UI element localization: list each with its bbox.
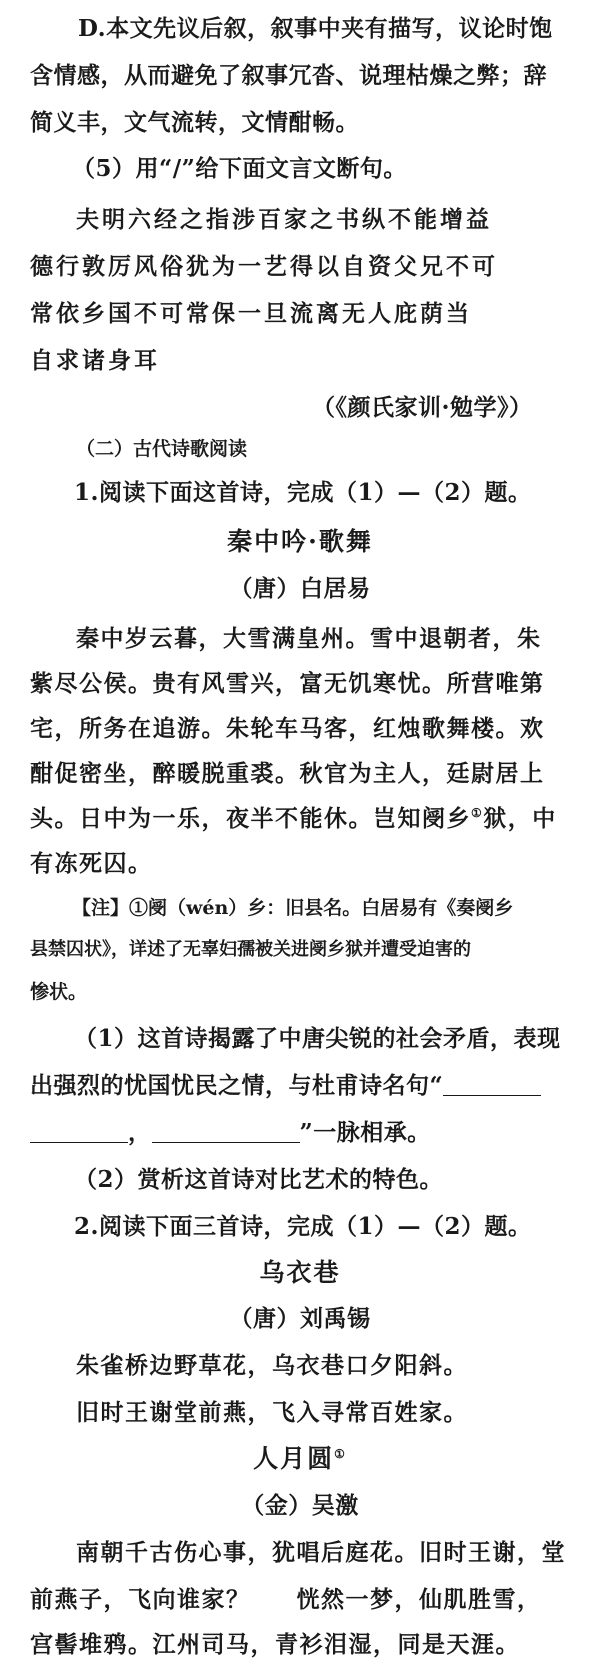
passage-line-1: 夫明六经之指涉百家之书纵不能增益 <box>76 206 492 233</box>
poem-3-line-2a: 前燕子，飞向谁家？ <box>30 1586 251 1613</box>
footnote-mark: ① <box>471 806 484 820</box>
poem-2-line-1: 朱雀桥边野草花，乌衣巷口夕阳斜。 <box>76 1352 468 1379</box>
poem-1-line-5-text: 头。日中为一乐，夜半不能休。岂知阌乡 <box>30 805 471 832</box>
q1-1-line-2 <box>30 1067 541 1100</box>
option-d-line-2: 含情感，从而避免了叙事冗沓、说理枯燥之弊；辞 <box>30 62 547 89</box>
option-d-line-3: 简义丰，文气流转，文情酣畅。 <box>30 109 359 136</box>
poem-2-author: （唐）刘禹锡 <box>229 1305 371 1332</box>
poem-2-line-2: 旧时王谢堂前燕，飞入寻常百姓家。 <box>76 1399 468 1426</box>
poem-1-line-5 <box>30 800 557 833</box>
poem-1-line-3: 宅，所务在追游。朱轮车马客，红烛歌舞楼。欢 <box>30 715 545 742</box>
question-2-intro: 2.阅读下面三首诗，完成（1）—（2）题。 <box>74 1213 532 1240</box>
question-1-intro: 1.阅读下面这首诗，完成（1）—（2）题。 <box>74 479 532 506</box>
q1-1-line-3-text: ”一脉相承。 <box>299 1119 431 1146</box>
poem-3-title-mark: ① <box>334 1447 347 1461</box>
passage-line-2: 德行敦厉风俗犹为一艺得以自资父兄不可 <box>30 253 498 280</box>
poem-3-line-3: 宫髻堆鸦。江州司马，青衫泪湿，同是天涯。 <box>30 1631 520 1658</box>
answer-blank-1b <box>30 1120 128 1143</box>
poem-1-line-1: 秦中岁云暮，大雪满皇州。雪中退朝者，朱 <box>76 625 542 652</box>
poem-3-author: （金）吴激 <box>241 1492 359 1519</box>
poem-1-line-2: 紫尽公侯。贵有风雪兴，富无饥寒忧。所营唯第 <box>30 670 545 697</box>
answer-blank-1a <box>443 1073 541 1096</box>
passage-line-4: 自求诸身耳 <box>30 347 160 374</box>
blank-separator: ， <box>128 1119 152 1146</box>
q1-2: （2）赏析这首诗对比艺术的特色。 <box>74 1166 444 1193</box>
note-line-2: 县禁囚状》，详述了无辜妇孺被关进阌乡狱并遭受迫害的 <box>30 939 471 960</box>
poem-1-author: （唐）白居易 <box>229 575 371 602</box>
q1-1-line-1: （1）这首诗揭露了中唐尖锐的社会矛盾，表现 <box>74 1025 561 1052</box>
poem-3-title-text: 人月圆 <box>253 1444 335 1473</box>
poem-3-title <box>0 1439 600 1475</box>
note-line-1: 【注】①阌（wén）乡：旧县名。白居易有《奏阌乡 <box>72 897 514 919</box>
poem-3-line-2b: 恍然一梦，仙肌胜雪， <box>296 1586 542 1613</box>
passage-source: （《颜氏家训·勉学》） <box>312 394 533 421</box>
poem-1-title: 秦中吟·歌舞 <box>227 527 373 556</box>
poem-3-line-2 <box>30 1581 542 1614</box>
poem-1-line-6: 有冻死囚。 <box>30 850 153 877</box>
section-heading: （二）古代诗歌阅读 <box>76 438 248 460</box>
note-line-3: 惨状。 <box>30 981 88 1003</box>
passage-line-3: 常依乡国不可常保一旦流离无人庇荫当 <box>30 300 472 327</box>
poem-1-line-5-tail: 狱，中 <box>483 805 557 832</box>
poem-1-line-4: 酣促密坐，醉暖脱重裘。秋官为主人，廷尉居上 <box>30 760 545 787</box>
option-d-line-1: D.本文先议后叙，叙事中夹有描写，议论时饱 <box>78 15 553 42</box>
q1-1-line-2-text: 出强烈的忧国忧民之情，与杜甫诗名句“ <box>30 1072 444 1099</box>
answer-blank-2 <box>152 1120 300 1143</box>
poem-3-line-1: 南朝千古伤心事，犹唱后庭花。旧时王谢，堂 <box>76 1539 566 1566</box>
q1-1-line-3 <box>30 1114 431 1147</box>
question-5: （5）用“/”给下面文言文断句。 <box>72 155 407 182</box>
poem-2-title: 乌衣巷 <box>259 1258 341 1287</box>
